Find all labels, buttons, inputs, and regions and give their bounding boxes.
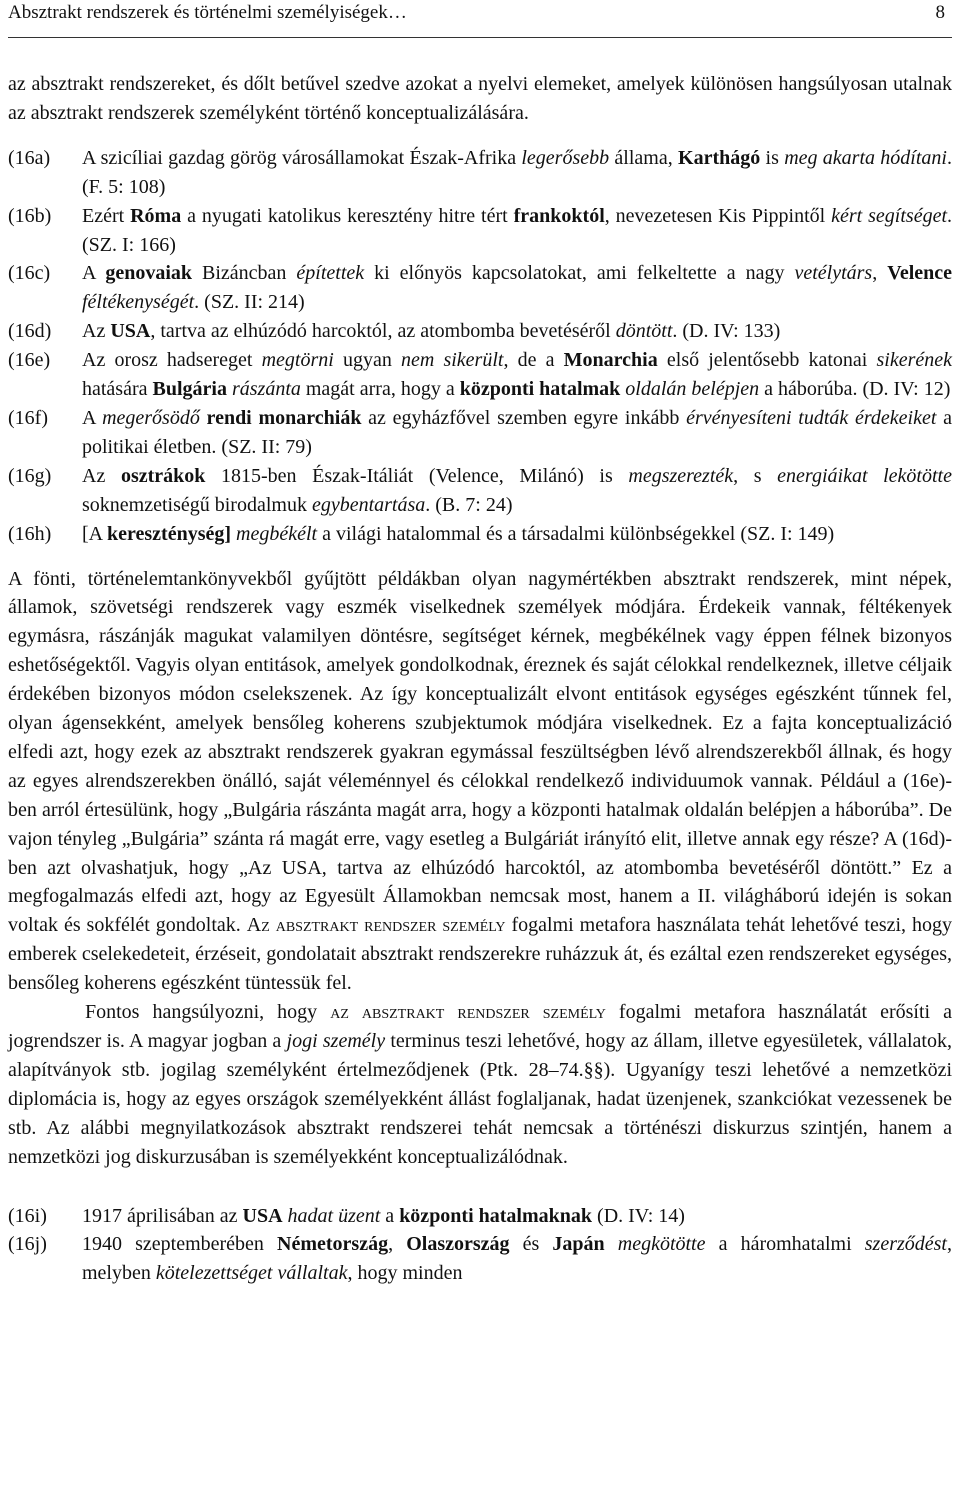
example-text: 1917 áprilisában az USA hadat üzent a központi hatalmaknak (D. IV: 14): [82, 1204, 685, 1227]
example-list-2: [8, 1202, 952, 1289]
example-item: [8, 317, 952, 346]
example-label: (16f): [8, 406, 48, 429]
running-header: [8, 0, 952, 38]
example-text: A megerősödő rendi monarchiák az egyházfővel szemben egyre inkább érvényesíteni tudták érdekeiket a politikai életben. (SZ. II: 79): [82, 406, 953, 458]
page-body: [8, 70, 952, 1288]
example-item: [8, 202, 952, 260]
example-label: (16h): [8, 522, 52, 545]
example-text: Az USA, tartva az elhúzódó harcoktól, az atombomba bevetéséről döntött. (D. IV: 133): [82, 320, 781, 343]
header-title: Absztrakt rendszerek és történelmi személyiségek…: [8, 2, 407, 23]
example-text: [A kereszténység] megbékélt a világi hatalommal és a társadalmi különbségekkel (SZ. I: 149): [82, 522, 835, 545]
example-text: Az osztrákok 1815-ben Észak-Itáliát (Velence, Milánó) is megszerezték, s energiáikat lekötötte soknemzetiségű birodalmuk egybentartása. (B. 7: 24): [82, 464, 952, 516]
intro-paragraph: az absztrakt rendszereket, és dőlt betűvel szedve azokat a nyelvi elemeket, amelyek különösen hangsúlyosan utalnak az absztrakt rendszerek személyként történő konceptualizálására.: [8, 73, 952, 124]
example-label: (16c): [8, 262, 51, 285]
example-text: 1940 szeptemberében Németország, Olaszország és Japán megkötötte a háromhatalmi szerződést, melyben kötelezettséget vállaltak, hogy minden: [82, 1233, 952, 1285]
body-paragraph-1: A fönti, történelemtankönyvekből gyűjtött példákban olyan nagymértékben absztrakt rendszerek, mint népek, államok, szövetségi rendszerek vagy eszmék viselkednek személyek módjára. Érdekeik vannak, féltékenyek egymásra, rászánják magukat valamilyen döntésre, segítséget kérnek, megbékélnek vagy éppen félnek bizonyos eshetőségektől. Vagyis olyan entitások, amelyek gondolkodnak, éreznek és saját célokkal rendelkeznek, illetve céljaik érdekében bizonyos módon cselekszenek. Az így konceptualizált elvont entitások egységes egészként tűnnek fel, olyan ágensekként, amelyek bensőleg koherens szubjektumok módjára viselkednek. Ez a fajta konceptualizáció elfedi azt, hogy ezek az absztrakt rendszerek gyakran egymással feszültségben lévő alrendszerekből állnak, és hogy az egyes alrendszerekben önálló, saját véleménnyel és célokkal rendelkező individuumok vannak. Például a (16e)-ben arról értesülünk, hogy „Bulgária rászánta magát arra, hogy a központi hatalmak oldalán belépjen a háborúba”. De vajon tényleg „Bulgária” szánta rá magát erre, vagy esetleg a Bulgáriát irányító elit, illetve annak egy része? A (16d)-ben azt olvashatjuk, hogy „Az USA, tartva az elhúzódó harcoktól, az atombomba bevetéséről döntött.” Ez a megfogalmazás elfedi azt, hogy az Egyesült Államokban nemcsak most, hanem a II. világháború idején is sokan voltak és sokfélét gondoltak. Az absztrakt rendszer személy fogalmi metafora használata tehát lehetővé teszi, hogy emberek cselekedeteit, érzéseit, gondolatait absztrakt rendszerekre ruházzuk át, és ezáltal ezen rendszereket egységes, bensőleg koherens egészként tüntessük fel.: [8, 567, 953, 995]
example-item: [8, 259, 952, 317]
example-text: A genovaiak Bizáncban építettek ki előnyös kapcsolatokat, ami felkeltette a nagy vetélytárs, Velence féltékenységét. (SZ. II: 214): [82, 262, 953, 314]
metaphor-term-2: az absztrakt rendszer személy: [330, 1001, 606, 1024]
example-label: (16d): [8, 320, 52, 343]
example-item: [8, 462, 952, 520]
example-item: [8, 404, 952, 462]
example-item: [8, 520, 952, 549]
example-label: (16e): [8, 349, 51, 372]
example-item: [8, 346, 952, 404]
example-label: (16i): [8, 1204, 47, 1227]
page-number: 8: [935, 2, 945, 23]
example-text: Az orosz hadsereget megtörni ugyan nem sikerült, de a Monarchia első jelentősebb katonai sikerének hatására Bulgária rászánta magát arra, hogy a központi hatalmak oldalán belépjen a háborúba. (D. IV: 12): [82, 349, 952, 401]
example-text: A szicíliai gazdag görög városállamokat Észak-Afrika legerősebb állama, Karthágó is meg akarta hódítani. (F. 5: 108): [82, 146, 952, 198]
example-item: [8, 144, 952, 202]
example-label: (16a): [8, 146, 51, 169]
legal-person-term: jogi személy: [286, 1030, 386, 1052]
body-paragraph-2: Fontos hangsúlyozni, hogy az absztrakt rendszer személy fogalmi metafora használatát erősíti a jogrendszer is. A magyar jogban a jogi személy terminus teszi lehetővé, hogy az állam, illetve egyesületek, vállalatok, alapítványok stb. jogilag személyként értelmeződjenek (Ptk. 28–74.§§). Ugyanígy teszi lehetővé a nemzetközi diplomácia is, hogy az egyes országok személyekként állást foglaljanak, hadat üzenjenek, szankciókat vezessenek be stb. Az alábbi megnyilatkozások absztrakt rendszerei tehát nemcsak a történészi diskurzus szintjén, hanem a nemzetközi jog diskurzusában is személyekként konceptualizálódnak.: [8, 1001, 953, 1168]
example-item: [8, 1202, 952, 1231]
example-text: Ezért Róma a nyugati katolikus keresztény hitre tért frankoktól, nevezetesen Kis Pippintől kért segítséget. (SZ. I: 166): [82, 204, 953, 256]
example-item: [8, 1230, 952, 1288]
example-label: (16g): [8, 464, 52, 487]
example-label: (16j): [8, 1233, 47, 1256]
metaphor-term: Az absztrakt rendszer személy: [246, 914, 506, 937]
example-label: (16b): [8, 204, 52, 227]
example-list: [8, 144, 952, 549]
